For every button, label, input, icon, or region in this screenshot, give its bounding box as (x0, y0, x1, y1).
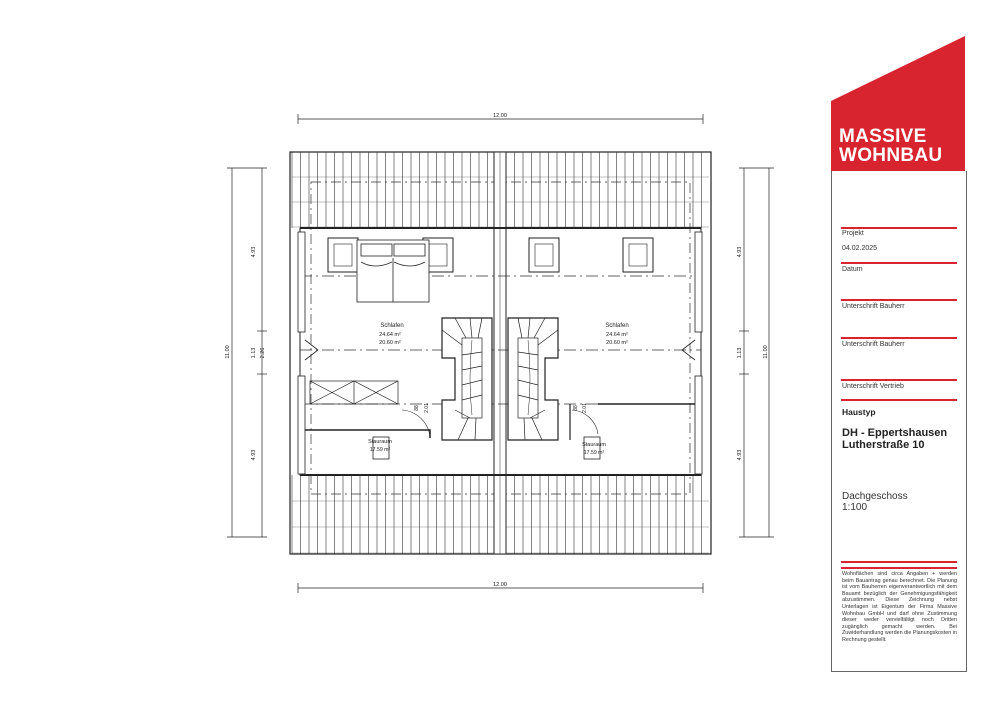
stair-dim-right-b: 2.01 (582, 403, 588, 413)
room-label: Schlafen (380, 323, 404, 329)
room-label: Stauraum (368, 439, 392, 445)
house-name-line-2: Lutherstraße 10 (842, 439, 925, 451)
dim-width-top: 12.00 (493, 113, 507, 119)
signature-label-vertrieb: Unterschrift Vertrieb (842, 383, 904, 390)
date-value: 04.02.2025 (842, 245, 878, 252)
floor-name: Dachgeschoss (842, 491, 908, 502)
dim-left-mid-b: 2.26 (260, 347, 266, 359)
signature-label-bauherr-1: Unterschrift Bauherr (842, 303, 905, 310)
room-area: 24.64 m² (606, 332, 628, 338)
company-logo (831, 36, 967, 171)
haustyp-label: Haustyp (842, 407, 876, 417)
dim-left-mid-a: 1.13 (251, 347, 257, 359)
datum-label: Datum (842, 266, 863, 273)
room-label: Schlafen (605, 323, 629, 329)
house-name (842, 427, 947, 451)
house-name-line-1: DH - Eppertshausen (842, 427, 948, 439)
dim-width-bottom: 12.00 (493, 582, 507, 588)
logo-line-1: MASSIVE (839, 126, 927, 147)
logo-line-2: WOHNBAU (839, 145, 943, 166)
room-area: 20.60 m² (379, 340, 401, 346)
disclaimer-text: Wohnflächen sind circa Angaben + werden beim Bauantrag genau berechnet. Die Planung ist vom Bauherren eigenverantwortlich mit dem Bauamt bezüglich der Genehmigungsfähigkeit abzustimmen. Diese Zeichnung nebst Unterlagen ist Eigentum der Firma Massive Wohnbau GmbH und darf ohne Zustimmung dieser weder vervielfältigt noch Dritten zugänglich gemacht werden. Bei Zuwiderhandlung werden die Planungskosten in Rechnung gestellt. (842, 571, 957, 643)
title-block-frame (831, 171, 967, 672)
room-area: 20.60 m² (606, 340, 628, 346)
dim-right-total: 11.00 (763, 345, 769, 359)
floor-info (842, 491, 908, 513)
drawing-scale: 1:100 (842, 502, 868, 513)
dim-right-lower: 4.93 (737, 449, 743, 461)
stair-dim-right-a: 88 (573, 405, 579, 411)
stair-dim-left-a: 88 (414, 405, 420, 411)
room-area: 17.59 m² (369, 447, 391, 453)
signature-label-bauherr-2: Unterschrift Bauherr (842, 341, 905, 348)
dim-left-upper: 4.93 (251, 246, 257, 258)
dim-right-mid: 1.13 (737, 347, 743, 359)
room-area: 24.64 m² (379, 332, 401, 338)
title-block (831, 36, 967, 673)
room-label: Stauraum (582, 442, 606, 448)
stair-dim-left-b: 2.01 (424, 403, 430, 413)
dim-right-upper: 4.93 (737, 246, 743, 258)
dim-left-total: 11.00 (225, 345, 231, 359)
dim-left-lower: 4.93 (251, 449, 257, 461)
projekt-label: Projekt (842, 230, 864, 237)
room-area: 17.59 m² (583, 450, 605, 456)
double-bed (357, 240, 429, 302)
